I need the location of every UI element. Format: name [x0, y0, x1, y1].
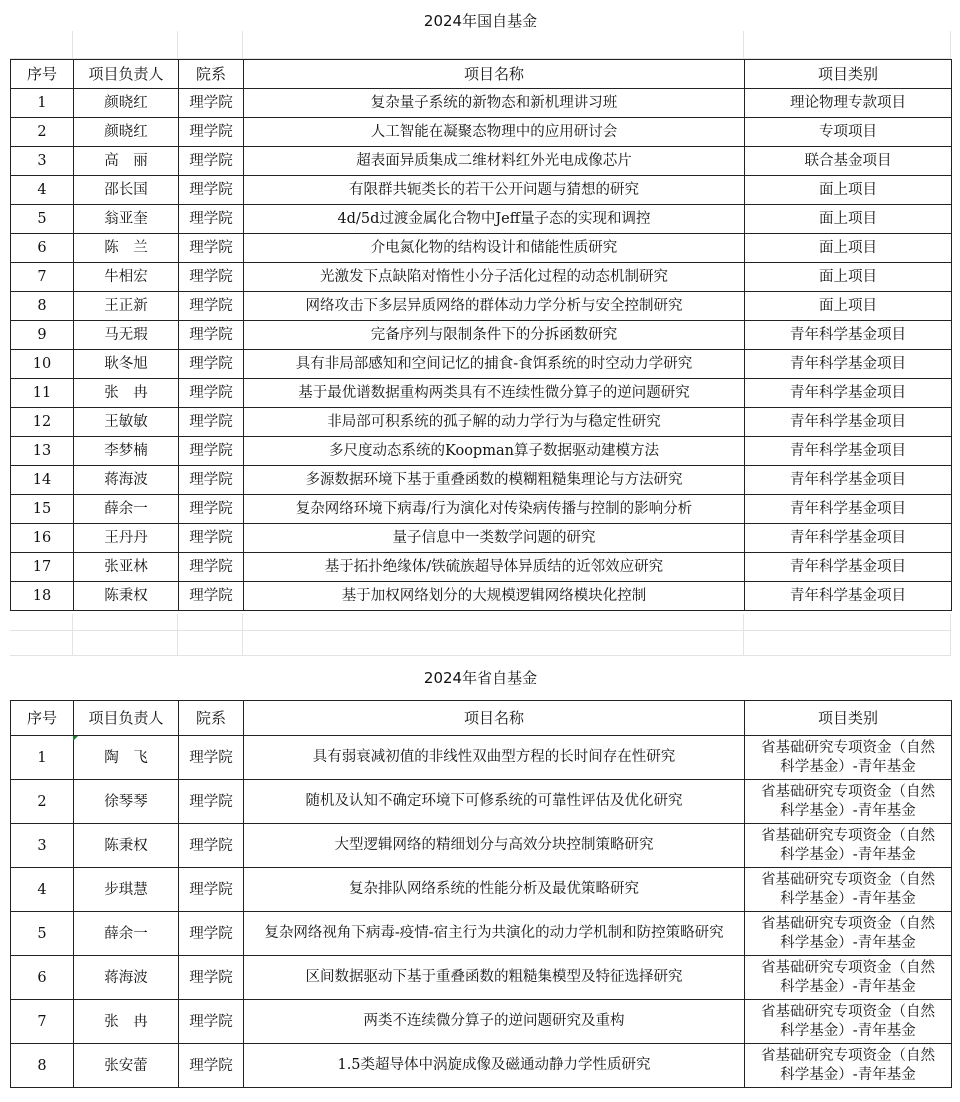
table-row	[11, 89, 952, 118]
leader-cell: 陈秉权	[74, 582, 179, 611]
table-row	[11, 147, 952, 176]
index-cell: 17	[11, 553, 74, 582]
index-cell: 4	[11, 176, 74, 205]
index-cell: 13	[11, 437, 74, 466]
table-row	[11, 780, 952, 824]
category-cell	[745, 868, 952, 912]
header-leader-cell: 项目负责人	[74, 60, 179, 89]
department-cell: 理学院	[179, 321, 244, 350]
category-cell: 青年科学基金项目	[745, 321, 952, 350]
project-name-cell: 两类不连续微分算子的逆问题研究及重构	[244, 1000, 745, 1044]
leader-cell: 耿冬旭	[74, 350, 179, 379]
project-name-cell: 复杂排队网络系统的性能分析及最优策略研究	[244, 868, 745, 912]
category-cell: 面上项目	[745, 263, 952, 292]
project-name-cell: 超表面异质集成二维材料红外光电成像芯片	[244, 147, 745, 176]
category-cell: 面上项目	[745, 234, 952, 263]
department-cell: 理学院	[179, 956, 244, 1000]
department-cell: 理学院	[179, 437, 244, 466]
index-cell: 1	[11, 89, 74, 118]
project-name-cell: 基于拓扑绝缘体/铁硫族超导体异质结的近邻效应研究	[244, 553, 745, 582]
category-cell: 面上项目	[745, 176, 952, 205]
leader-cell: 牛相宏	[74, 263, 179, 292]
project-name-cell: 量子信息中一类数学问题的研究	[244, 524, 745, 553]
project-name-cell: 网络攻击下多层异质网络的群体动力学分析与安全控制研究	[244, 292, 745, 321]
empty-grid-row	[10, 31, 951, 59]
department-cell: 理学院	[179, 379, 244, 408]
project-name-cell: 完备序列与限制条件下的分拆函数研究	[244, 321, 745, 350]
index-cell: 18	[11, 582, 74, 611]
department-cell: 理学院	[179, 234, 244, 263]
cell-comment-marker-icon	[73, 736, 78, 741]
table-row	[11, 437, 952, 466]
category-cell: 理论物理专款项目	[745, 89, 952, 118]
department-cell: 理学院	[179, 912, 244, 956]
project-name-cell: 大型逻辑网络的精细划分与高效分块控制策略研究	[244, 824, 745, 868]
project-name-cell: 区间数据驱动下基于重叠函数的粗糙集模型及特征选择研究	[244, 956, 745, 1000]
category-cell: 专项项目	[745, 118, 952, 147]
index-cell: 11	[11, 379, 74, 408]
index-cell: 2	[11, 780, 74, 824]
leader-cell: 邵长国	[74, 176, 179, 205]
project-name-cell: 具有非局部感知和空间记忆的捕食-食饵系统的时空动力学研究	[244, 350, 745, 379]
index-cell: 2	[11, 118, 74, 147]
project-name-cell: 基于加权网络划分的大规模逻辑网络模块化控制	[244, 582, 745, 611]
department-cell: 理学院	[179, 1044, 244, 1088]
category-line-2: 科学基金）-青年基金	[780, 1066, 916, 1083]
table-row	[11, 350, 952, 379]
category-line-1: 省基础研究专项资金（自然	[761, 827, 935, 844]
index-cell: 5	[11, 912, 74, 956]
index-cell: 6	[11, 956, 74, 1000]
table-row	[11, 912, 952, 956]
category-line-1: 省基础研究专项资金（自然	[761, 871, 935, 888]
department-cell: 理学院	[179, 495, 244, 524]
project-name-cell: 复杂网络环境下病毒/行为演化对传染病传播与控制的影响分析	[244, 495, 745, 524]
category-cell: 青年科学基金项目	[745, 379, 952, 408]
leader-cell: 薛余一	[74, 495, 179, 524]
index-cell: 3	[11, 147, 74, 176]
category-cell	[745, 912, 952, 956]
category-cell	[745, 736, 952, 780]
table-row	[11, 736, 952, 780]
table-row	[11, 956, 952, 1000]
leader-cell: 步琪慧	[74, 868, 179, 912]
category-cell: 联合基金项目	[745, 147, 952, 176]
department-cell: 理学院	[179, 205, 244, 234]
category-cell: 青年科学基金项目	[745, 582, 952, 611]
category-cell	[745, 1000, 952, 1044]
department-cell: 理学院	[179, 824, 244, 868]
category-cell	[745, 956, 952, 1000]
table-row	[11, 408, 952, 437]
category-line-1: 省基础研究专项资金（自然	[761, 783, 935, 800]
index-cell: 4	[11, 868, 74, 912]
leader-cell: 蒋海波	[74, 956, 179, 1000]
category-line-2: 科学基金）-青年基金	[780, 758, 916, 775]
table-row	[11, 553, 952, 582]
table-row	[11, 205, 952, 234]
leader-cell: 颜晓红	[74, 89, 179, 118]
category-cell: 青年科学基金项目	[745, 524, 952, 553]
project-name-cell: 多尺度动态系统的Koopman算子数据驱动建模方法	[244, 437, 745, 466]
leader-cell: 李梦楠	[74, 437, 179, 466]
category-line-1: 省基础研究专项资金（自然	[761, 1003, 935, 1020]
section2-title: 2024年省自基金	[423, 669, 538, 687]
index-cell: 5	[11, 205, 74, 234]
table-row	[11, 1000, 952, 1044]
table-row	[11, 582, 952, 611]
project-name-cell: 光激发下点缺陷对惰性小分子活化过程的动态机制研究	[244, 263, 745, 292]
index-cell: 7	[11, 1000, 74, 1044]
department-cell: 理学院	[179, 263, 244, 292]
table-row	[11, 234, 952, 263]
department-cell: 理学院	[179, 176, 244, 205]
index-cell: 9	[11, 321, 74, 350]
leader-cell: 张 冉	[74, 379, 179, 408]
department-cell: 理学院	[179, 466, 244, 495]
category-line-2: 科学基金）-青年基金	[780, 934, 916, 951]
index-cell: 8	[11, 292, 74, 321]
department-cell: 理学院	[179, 582, 244, 611]
table-row	[11, 292, 952, 321]
category-cell: 青年科学基金项目	[745, 408, 952, 437]
project-name-cell: 人工智能在凝聚态物理中的应用研讨会	[244, 118, 745, 147]
leader-cell: 王正新	[74, 292, 179, 321]
header-category-cell: 项目类别	[745, 60, 952, 89]
header-category-cell: 项目类别	[745, 701, 952, 736]
leader-cell: 马无瑕	[74, 321, 179, 350]
empty-grid-row	[10, 631, 951, 656]
category-cell: 面上项目	[745, 205, 952, 234]
category-line-2: 科学基金）-青年基金	[780, 1022, 916, 1039]
index-cell: 16	[11, 524, 74, 553]
section1-title: 2024年国自基金	[423, 12, 538, 30]
category-cell: 青年科学基金项目	[745, 466, 952, 495]
project-name-cell: 4d/5d过渡金属化合物中Jeff量子态的实现和调控	[244, 205, 745, 234]
category-line-2: 科学基金）-青年基金	[780, 846, 916, 863]
header-project-name-cell: 项目名称	[244, 701, 745, 736]
project-name-cell: 随机及认知不确定环境下可修系统的可靠性评估及优化研究	[244, 780, 745, 824]
category-line-1: 省基础研究专项资金（自然	[761, 1047, 935, 1064]
leader-cell: 陈秉权	[74, 824, 179, 868]
category-cell: 面上项目	[745, 292, 952, 321]
category-cell: 青年科学基金项目	[745, 553, 952, 582]
header-department-cell: 院系	[179, 701, 244, 736]
project-name-cell: 复杂量子系统的新物态和新机理讲习班	[244, 89, 745, 118]
leader-cell: 陶 飞	[74, 736, 179, 780]
project-name-cell: 介电氮化物的结构设计和储能性质研究	[244, 234, 745, 263]
table-row	[11, 263, 952, 292]
leader-cell: 王敏敏	[74, 408, 179, 437]
project-name-cell: 复杂网络视角下病毒-疫情-宿主行为共演化的动力学机制和防控策略研究	[244, 912, 745, 956]
category-cell: 青年科学基金项目	[745, 495, 952, 524]
index-cell: 14	[11, 466, 74, 495]
table-row	[11, 824, 952, 868]
department-cell: 理学院	[179, 1000, 244, 1044]
project-name-cell: 具有弱衰减初值的非线性双曲型方程的长时间存在性研究	[244, 736, 745, 780]
project-name-cell: 非局部可积系统的孤子解的动力学行为与稳定性研究	[244, 408, 745, 437]
leader-cell: 翁亚奎	[74, 205, 179, 234]
department-cell: 理学院	[179, 780, 244, 824]
leader-cell: 薛余一	[74, 912, 179, 956]
header-index-cell: 序号	[11, 701, 74, 736]
table-row	[11, 321, 952, 350]
leader-cell: 高 丽	[74, 147, 179, 176]
table-row	[11, 524, 952, 553]
category-line-1: 省基础研究专项资金（自然	[761, 959, 935, 976]
table-row	[11, 118, 952, 147]
index-cell: 10	[11, 350, 74, 379]
department-cell: 理学院	[179, 292, 244, 321]
project-name-cell: 多源数据环境下基于重叠函数的模糊粗糙集理论与方法研究	[244, 466, 745, 495]
leader-cell: 张亚林	[74, 553, 179, 582]
category-cell	[745, 1044, 952, 1088]
table-row	[11, 379, 952, 408]
national-fund-table	[10, 59, 952, 611]
table-header-row	[11, 60, 952, 89]
table-header-row	[11, 701, 952, 736]
category-line-2: 科学基金）-青年基金	[780, 978, 916, 995]
leader-cell: 张 冉	[74, 1000, 179, 1044]
provincial-fund-table	[10, 700, 952, 1088]
project-name-cell: 有限群共轭类长的若干公开问题与猜想的研究	[244, 176, 745, 205]
category-line-1: 省基础研究专项资金（自然	[761, 915, 935, 932]
department-cell: 理学院	[179, 408, 244, 437]
department-cell: 理学院	[179, 89, 244, 118]
index-cell: 3	[11, 824, 74, 868]
department-cell: 理学院	[179, 524, 244, 553]
leader-cell: 徐琴琴	[74, 780, 179, 824]
leader-cell: 张安蕾	[74, 1044, 179, 1088]
department-cell: 理学院	[179, 118, 244, 147]
leader-cell: 陈 兰	[74, 234, 179, 263]
category-line-1: 省基础研究专项资金（自然	[761, 739, 935, 756]
category-cell	[745, 780, 952, 824]
table-row	[11, 495, 952, 524]
category-line-2: 科学基金）-青年基金	[780, 890, 916, 907]
table-row	[11, 1044, 952, 1088]
index-cell: 8	[11, 1044, 74, 1088]
index-cell: 15	[11, 495, 74, 524]
category-cell: 青年科学基金项目	[745, 437, 952, 466]
department-cell: 理学院	[179, 736, 244, 780]
index-cell: 6	[11, 234, 74, 263]
empty-grid-row	[10, 614, 951, 631]
header-leader-cell: 项目负责人	[74, 701, 179, 736]
header-project-name-cell: 项目名称	[244, 60, 745, 89]
category-cell	[745, 824, 952, 868]
table-row	[11, 176, 952, 205]
header-department-cell: 院系	[179, 60, 244, 89]
leader-cell: 蒋海波	[74, 466, 179, 495]
department-cell: 理学院	[179, 553, 244, 582]
leader-cell: 王丹丹	[74, 524, 179, 553]
project-name-cell: 1.5类超导体中涡旋成像及磁通动静力学性质研究	[244, 1044, 745, 1088]
leader-cell: 颜晓红	[74, 118, 179, 147]
index-cell: 1	[11, 736, 74, 780]
table-row	[11, 466, 952, 495]
index-cell: 7	[11, 263, 74, 292]
project-name-cell: 基于最优谱数据重构两类具有不连续性微分算子的逆问题研究	[244, 379, 745, 408]
category-cell: 青年科学基金项目	[745, 350, 952, 379]
department-cell: 理学院	[179, 147, 244, 176]
category-line-2: 科学基金）-青年基金	[780, 802, 916, 819]
header-index-cell: 序号	[11, 60, 74, 89]
index-cell: 12	[11, 408, 74, 437]
department-cell: 理学院	[179, 868, 244, 912]
department-cell: 理学院	[179, 350, 244, 379]
table-row	[11, 868, 952, 912]
